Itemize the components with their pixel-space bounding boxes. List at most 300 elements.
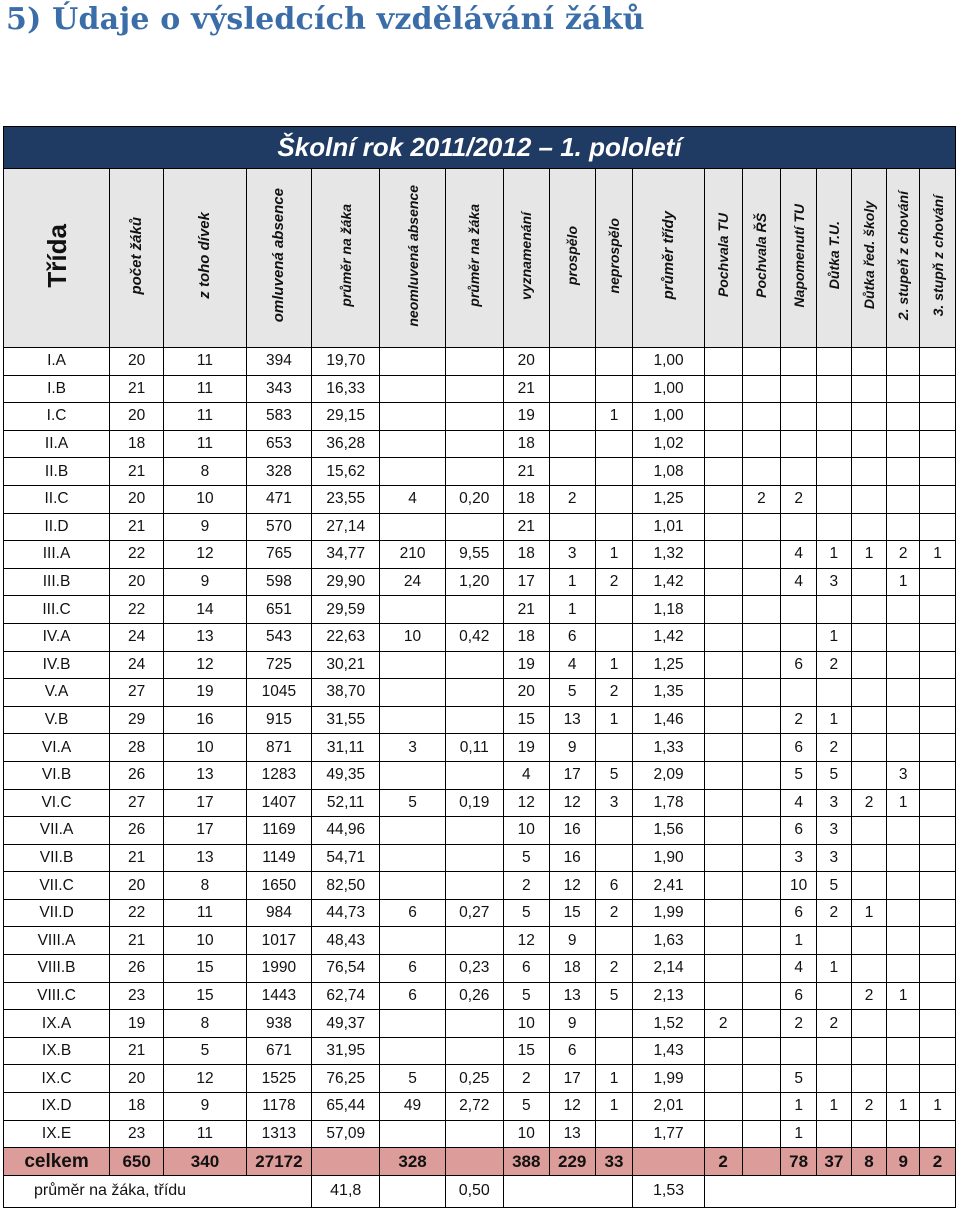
cell-praise-rs xyxy=(742,789,781,817)
cell-excused-absence: 1525 xyxy=(246,1065,311,1093)
cell-behaviour-2 xyxy=(887,458,920,486)
cell-unexcused-absence xyxy=(380,403,445,431)
total-class: celkem xyxy=(4,1148,110,1176)
cell-girls: 13 xyxy=(164,844,247,872)
cell-unexcused-avg: 1,20 xyxy=(445,568,503,596)
cell-girls: 16 xyxy=(164,706,247,734)
cell-reprimand-tu xyxy=(781,596,817,624)
header-label: průměr třídy xyxy=(660,211,678,300)
cell-praise-rs xyxy=(742,706,781,734)
school-year-banner: Školní rok 2011/2012 – 1. pololetí xyxy=(4,127,956,169)
cell-warning-tu xyxy=(816,485,851,513)
cell-excused-avg: 49,35 xyxy=(312,761,380,789)
total-behaviour-3: 2 xyxy=(920,1148,956,1176)
cell-excused-avg: 57,09 xyxy=(312,1120,380,1148)
cell-warning-tu: 3 xyxy=(816,817,851,845)
cell-warning-tu xyxy=(816,458,851,486)
cell-failed xyxy=(595,817,633,845)
cell-warning-tu: 2 xyxy=(816,734,851,762)
cell-pupils: 23 xyxy=(110,982,164,1010)
header-reprimand-tu xyxy=(781,169,817,348)
table-row xyxy=(4,927,956,955)
table-row xyxy=(4,1065,956,1093)
cell-behaviour-2 xyxy=(887,706,920,734)
cell-pupils: 20 xyxy=(110,485,164,513)
cell-class: I.A xyxy=(4,348,110,376)
cell-praise-tu xyxy=(704,1093,742,1121)
cell-excused-absence: 651 xyxy=(246,596,311,624)
cell-excused-absence: 1650 xyxy=(246,872,311,900)
cell-praise-tu xyxy=(704,403,742,431)
cell-behaviour-2 xyxy=(887,1065,920,1093)
cell-passed: 6 xyxy=(549,1037,595,1065)
cell-excused-avg: 54,71 xyxy=(312,844,380,872)
cell-reprimand-tu: 2 xyxy=(781,1010,817,1038)
cell-pupils: 29 xyxy=(110,706,164,734)
cell-warning-head xyxy=(851,485,887,513)
cell-excused-avg: 29,59 xyxy=(312,596,380,624)
cell-class-avg: 2,09 xyxy=(633,761,704,789)
cell-class: VI.A xyxy=(4,734,110,762)
cell-excused-avg: 31,95 xyxy=(312,1037,380,1065)
cell-honours: 21 xyxy=(503,596,549,624)
cell-excused-absence: 1045 xyxy=(246,679,311,707)
cell-praise-tu xyxy=(704,348,742,376)
cell-honours: 2 xyxy=(503,872,549,900)
cell-behaviour-2 xyxy=(887,430,920,458)
cell-failed: 2 xyxy=(595,955,633,983)
cell-behaviour-2 xyxy=(887,734,920,762)
cell-unexcused-absence xyxy=(380,844,445,872)
cell-honours: 5 xyxy=(503,1093,549,1121)
cell-excused-avg: 82,50 xyxy=(312,872,380,900)
cell-class: VII.A xyxy=(4,817,110,845)
cell-reprimand-tu xyxy=(781,1037,817,1065)
header-label: vyznamenání xyxy=(518,211,535,300)
cell-excused-avg: 29,15 xyxy=(312,403,380,431)
cell-excused-absence: 1313 xyxy=(246,1120,311,1148)
cell-girls: 11 xyxy=(164,348,247,376)
cell-pupils: 18 xyxy=(110,1093,164,1121)
cell-reprimand-tu: 2 xyxy=(781,485,817,513)
cell-warning-tu xyxy=(816,430,851,458)
cell-reprimand-tu: 6 xyxy=(781,817,817,845)
cell-honours: 12 xyxy=(503,927,549,955)
results-table xyxy=(3,126,956,1208)
average-empty xyxy=(503,1175,633,1207)
cell-excused-avg: 31,55 xyxy=(312,706,380,734)
cell-behaviour-3 xyxy=(920,679,956,707)
cell-praise-rs xyxy=(742,927,781,955)
table-row xyxy=(4,872,956,900)
total-praise-rs xyxy=(742,1148,781,1176)
cell-failed: 1 xyxy=(595,651,633,679)
total-passed: 229 xyxy=(549,1148,595,1176)
cell-passed xyxy=(549,513,595,541)
cell-behaviour-2 xyxy=(887,513,920,541)
cell-failed: 5 xyxy=(595,761,633,789)
cell-warning-tu xyxy=(816,679,851,707)
cell-warning-head xyxy=(851,761,887,789)
cell-class-avg: 1,99 xyxy=(633,1065,704,1093)
cell-failed: 6 xyxy=(595,872,633,900)
header-praise-rs xyxy=(742,169,781,348)
cell-pupils: 20 xyxy=(110,1065,164,1093)
cell-class: II.D xyxy=(4,513,110,541)
cell-behaviour-2 xyxy=(887,1037,920,1065)
cell-pupils: 26 xyxy=(110,761,164,789)
cell-class-avg: 1,42 xyxy=(633,623,704,651)
cell-pupils: 20 xyxy=(110,403,164,431)
cell-excused-avg: 22,63 xyxy=(312,623,380,651)
cell-unexcused-absence: 210 xyxy=(380,541,445,569)
cell-failed: 1 xyxy=(595,403,633,431)
cell-excused-avg: 44,73 xyxy=(312,899,380,927)
cell-unexcused-avg: 2,72 xyxy=(445,1093,503,1121)
cell-pupils: 26 xyxy=(110,955,164,983)
cell-reprimand-tu: 6 xyxy=(781,982,817,1010)
cell-class-avg: 1,02 xyxy=(633,430,704,458)
cell-unexcused-absence xyxy=(380,430,445,458)
cell-unexcused-absence: 49 xyxy=(380,1093,445,1121)
cell-unexcused-avg xyxy=(445,872,503,900)
total-warning-head: 8 xyxy=(851,1148,887,1176)
cell-behaviour-2 xyxy=(887,348,920,376)
cell-excused-absence: 1407 xyxy=(246,789,311,817)
cell-reprimand-tu: 4 xyxy=(781,789,817,817)
header-warning-head xyxy=(851,169,887,348)
header-class xyxy=(4,169,110,348)
table-row xyxy=(4,982,956,1010)
cell-praise-rs xyxy=(742,679,781,707)
cell-warning-tu: 3 xyxy=(816,568,851,596)
total-girls: 340 xyxy=(164,1148,247,1176)
header-label: Důtka řed. školy xyxy=(861,201,877,310)
cell-praise-tu: 2 xyxy=(704,1010,742,1038)
cell-reprimand-tu xyxy=(781,623,817,651)
cell-praise-tu xyxy=(704,541,742,569)
cell-unexcused-avg xyxy=(445,706,503,734)
cell-girls: 12 xyxy=(164,651,247,679)
cell-failed xyxy=(595,623,633,651)
cell-behaviour-2 xyxy=(887,844,920,872)
cell-pupils: 19 xyxy=(110,1010,164,1038)
cell-pupils: 21 xyxy=(110,513,164,541)
header-label: Pochvala ŘŠ xyxy=(753,213,770,298)
cell-girls: 5 xyxy=(164,1037,247,1065)
cell-praise-rs xyxy=(742,844,781,872)
table-row xyxy=(4,1010,956,1038)
cell-unexcused-absence: 3 xyxy=(380,734,445,762)
cell-girls: 11 xyxy=(164,375,247,403)
cell-excused-absence: 915 xyxy=(246,706,311,734)
cell-unexcused-absence: 6 xyxy=(380,955,445,983)
cell-failed: 1 xyxy=(595,1093,633,1121)
cell-class: V.B xyxy=(4,706,110,734)
cell-behaviour-3 xyxy=(920,513,956,541)
cell-passed xyxy=(549,348,595,376)
cell-warning-head xyxy=(851,430,887,458)
cell-praise-rs xyxy=(742,817,781,845)
cell-behaviour-3 xyxy=(920,375,956,403)
cell-class-avg: 1,08 xyxy=(633,458,704,486)
cell-praise-tu xyxy=(704,761,742,789)
cell-passed: 13 xyxy=(549,982,595,1010)
cell-excused-absence: 1283 xyxy=(246,761,311,789)
cell-warning-head xyxy=(851,375,887,403)
cell-reprimand-tu xyxy=(781,513,817,541)
cell-warning-head xyxy=(851,1010,887,1038)
cell-girls: 11 xyxy=(164,1120,247,1148)
cell-passed: 13 xyxy=(549,1120,595,1148)
cell-warning-head xyxy=(851,872,887,900)
cell-honours: 20 xyxy=(503,679,549,707)
cell-behaviour-3 xyxy=(920,817,956,845)
cell-honours: 19 xyxy=(503,734,549,762)
cell-class: II.C xyxy=(4,485,110,513)
cell-honours: 10 xyxy=(503,1010,549,1038)
cell-warning-head xyxy=(851,1120,887,1148)
cell-unexcused-avg: 0,27 xyxy=(445,899,503,927)
table-row xyxy=(4,706,956,734)
cell-warning-tu: 1 xyxy=(816,706,851,734)
cell-warning-head xyxy=(851,734,887,762)
cell-honours: 19 xyxy=(503,403,549,431)
cell-excused-avg: 23,55 xyxy=(312,485,380,513)
cell-behaviour-3: 1 xyxy=(920,1093,956,1121)
cell-excused-absence: 328 xyxy=(246,458,311,486)
cell-unexcused-absence xyxy=(380,458,445,486)
table-row xyxy=(4,541,956,569)
cell-praise-rs xyxy=(742,1065,781,1093)
cell-pupils: 21 xyxy=(110,375,164,403)
cell-honours: 6 xyxy=(503,955,549,983)
cell-excused-absence: 938 xyxy=(246,1010,311,1038)
cell-class-avg: 1,00 xyxy=(633,348,704,376)
cell-class: VII.B xyxy=(4,844,110,872)
cell-unexcused-avg xyxy=(445,1120,503,1148)
cell-praise-tu xyxy=(704,955,742,983)
cell-praise-rs xyxy=(742,899,781,927)
cell-unexcused-avg xyxy=(445,844,503,872)
cell-praise-rs xyxy=(742,1037,781,1065)
cell-honours: 18 xyxy=(503,623,549,651)
cell-behaviour-3 xyxy=(920,596,956,624)
cell-reprimand-tu xyxy=(781,458,817,486)
cell-praise-tu xyxy=(704,899,742,927)
cell-behaviour-3 xyxy=(920,982,956,1010)
cell-passed xyxy=(549,458,595,486)
cell-pupils: 21 xyxy=(110,1037,164,1065)
cell-unexcused-absence: 5 xyxy=(380,1065,445,1093)
cell-class-avg: 1,78 xyxy=(633,789,704,817)
cell-class: VI.B xyxy=(4,761,110,789)
cell-praise-tu xyxy=(704,982,742,1010)
cell-reprimand-tu: 2 xyxy=(781,706,817,734)
cell-reprimand-tu xyxy=(781,679,817,707)
cell-class-avg: 1,52 xyxy=(633,1010,704,1038)
cell-behaviour-3 xyxy=(920,623,956,651)
total-excused-absence: 27172 xyxy=(246,1148,311,1176)
total-praise-tu: 2 xyxy=(704,1148,742,1176)
header-honours xyxy=(503,169,549,348)
cell-excused-absence: 394 xyxy=(246,348,311,376)
cell-honours: 17 xyxy=(503,568,549,596)
cell-girls: 17 xyxy=(164,817,247,845)
cell-warning-tu xyxy=(816,513,851,541)
cell-warning-head xyxy=(851,513,887,541)
cell-behaviour-3 xyxy=(920,872,956,900)
table-row xyxy=(4,485,956,513)
cell-honours: 4 xyxy=(503,761,549,789)
cell-honours: 10 xyxy=(503,817,549,845)
cell-praise-tu xyxy=(704,1120,742,1148)
cell-unexcused-avg: 0,20 xyxy=(445,485,503,513)
cell-class-avg: 1,18 xyxy=(633,596,704,624)
cell-unexcused-avg xyxy=(445,513,503,541)
cell-behaviour-2 xyxy=(887,375,920,403)
cell-behaviour-2 xyxy=(887,403,920,431)
cell-behaviour-2 xyxy=(887,817,920,845)
cell-pupils: 20 xyxy=(110,872,164,900)
cell-behaviour-2 xyxy=(887,485,920,513)
cell-unexcused-avg xyxy=(445,927,503,955)
cell-honours: 5 xyxy=(503,844,549,872)
cell-class-avg: 1,35 xyxy=(633,679,704,707)
total-unexcused-avg xyxy=(445,1148,503,1176)
cell-unexcused-absence xyxy=(380,375,445,403)
cell-class: III.B xyxy=(4,568,110,596)
cell-behaviour-2 xyxy=(887,899,920,927)
cell-excused-avg: 36,28 xyxy=(312,430,380,458)
cell-warning-tu: 5 xyxy=(816,872,851,900)
cell-praise-tu xyxy=(704,789,742,817)
cell-failed: 2 xyxy=(595,568,633,596)
header-label: neprospělo xyxy=(606,217,622,294)
cell-excused-absence: 1990 xyxy=(246,955,311,983)
cell-behaviour-2: 2 xyxy=(887,541,920,569)
cell-excused-avg: 76,25 xyxy=(312,1065,380,1093)
cell-unexcused-avg xyxy=(445,348,503,376)
cell-behaviour-3 xyxy=(920,734,956,762)
cell-passed: 12 xyxy=(549,789,595,817)
cell-warning-head xyxy=(851,844,887,872)
cell-praise-tu xyxy=(704,596,742,624)
cell-failed xyxy=(595,430,633,458)
cell-honours: 2 xyxy=(503,1065,549,1093)
cell-excused-absence: 1149 xyxy=(246,844,311,872)
cell-unexcused-avg xyxy=(445,403,503,431)
table-row xyxy=(4,403,956,431)
header-excused-avg xyxy=(312,169,380,348)
cell-warning-head xyxy=(851,927,887,955)
cell-unexcused-absence xyxy=(380,706,445,734)
cell-class: IX.A xyxy=(4,1010,110,1038)
table-row xyxy=(4,734,956,762)
cell-passed: 3 xyxy=(549,541,595,569)
cell-unexcused-absence: 4 xyxy=(380,485,445,513)
cell-passed: 2 xyxy=(549,485,595,513)
table-row xyxy=(4,1037,956,1065)
header-label: 3. stupň z chování xyxy=(929,194,946,317)
cell-girls: 9 xyxy=(164,568,247,596)
cell-warning-head xyxy=(851,623,887,651)
cell-honours: 21 xyxy=(503,458,549,486)
cell-reprimand-tu xyxy=(781,430,817,458)
cell-praise-tu xyxy=(704,817,742,845)
cell-class: IV.A xyxy=(4,623,110,651)
cell-class-avg: 1,99 xyxy=(633,899,704,927)
cell-girls: 13 xyxy=(164,623,247,651)
cell-warning-tu xyxy=(816,927,851,955)
cell-class: IV.B xyxy=(4,651,110,679)
cell-warning-head xyxy=(851,679,887,707)
cell-praise-rs xyxy=(742,541,781,569)
cell-reprimand-tu: 4 xyxy=(781,541,817,569)
cell-warning-tu xyxy=(816,403,851,431)
cell-praise-tu xyxy=(704,927,742,955)
cell-unexcused-absence xyxy=(380,513,445,541)
cell-excused-avg: 15,62 xyxy=(312,458,380,486)
cell-behaviour-3 xyxy=(920,1037,956,1065)
cell-praise-rs xyxy=(742,375,781,403)
total-class-avg xyxy=(633,1148,704,1176)
cell-unexcused-avg: 0,42 xyxy=(445,623,503,651)
cell-warning-head xyxy=(851,596,887,624)
cell-praise-rs xyxy=(742,734,781,762)
cell-pupils: 18 xyxy=(110,430,164,458)
cell-behaviour-2 xyxy=(887,596,920,624)
cell-girls: 10 xyxy=(164,734,247,762)
cell-failed xyxy=(595,513,633,541)
cell-unexcused-avg: 0,26 xyxy=(445,982,503,1010)
cell-behaviour-3 xyxy=(920,1065,956,1093)
header-label: Třída xyxy=(41,223,72,288)
cell-class-avg: 2,41 xyxy=(633,872,704,900)
cell-class: IX.C xyxy=(4,1065,110,1093)
cell-warning-head: 1 xyxy=(851,899,887,927)
average-label: průměr na žáka, třídu xyxy=(4,1175,312,1207)
cell-passed: 9 xyxy=(549,734,595,762)
cell-honours: 21 xyxy=(503,375,549,403)
cell-failed xyxy=(595,596,633,624)
cell-warning-tu: 1 xyxy=(816,1093,851,1121)
cell-class: III.A xyxy=(4,541,110,569)
cell-praise-rs xyxy=(742,1010,781,1038)
cell-warning-head: 2 xyxy=(851,982,887,1010)
cell-failed xyxy=(595,734,633,762)
cell-class: VIII.A xyxy=(4,927,110,955)
cell-warning-tu xyxy=(816,596,851,624)
cell-pupils: 20 xyxy=(110,348,164,376)
cell-class-avg: 2,01 xyxy=(633,1093,704,1121)
cell-unexcused-avg: 0,23 xyxy=(445,955,503,983)
cell-class-avg: 2,14 xyxy=(633,955,704,983)
cell-warning-tu: 5 xyxy=(816,761,851,789)
cell-unexcused-absence: 10 xyxy=(380,623,445,651)
header-unexcused-absence xyxy=(380,169,445,348)
cell-class: VII.D xyxy=(4,899,110,927)
cell-behaviour-2: 1 xyxy=(887,982,920,1010)
table-row xyxy=(4,458,956,486)
cell-unexcused-absence: 5 xyxy=(380,789,445,817)
cell-class: II.A xyxy=(4,430,110,458)
cell-class-avg: 1,00 xyxy=(633,375,704,403)
cell-praise-rs xyxy=(742,872,781,900)
header-pupils xyxy=(110,169,164,348)
cell-unexcused-avg xyxy=(445,430,503,458)
cell-reprimand-tu: 5 xyxy=(781,1065,817,1093)
